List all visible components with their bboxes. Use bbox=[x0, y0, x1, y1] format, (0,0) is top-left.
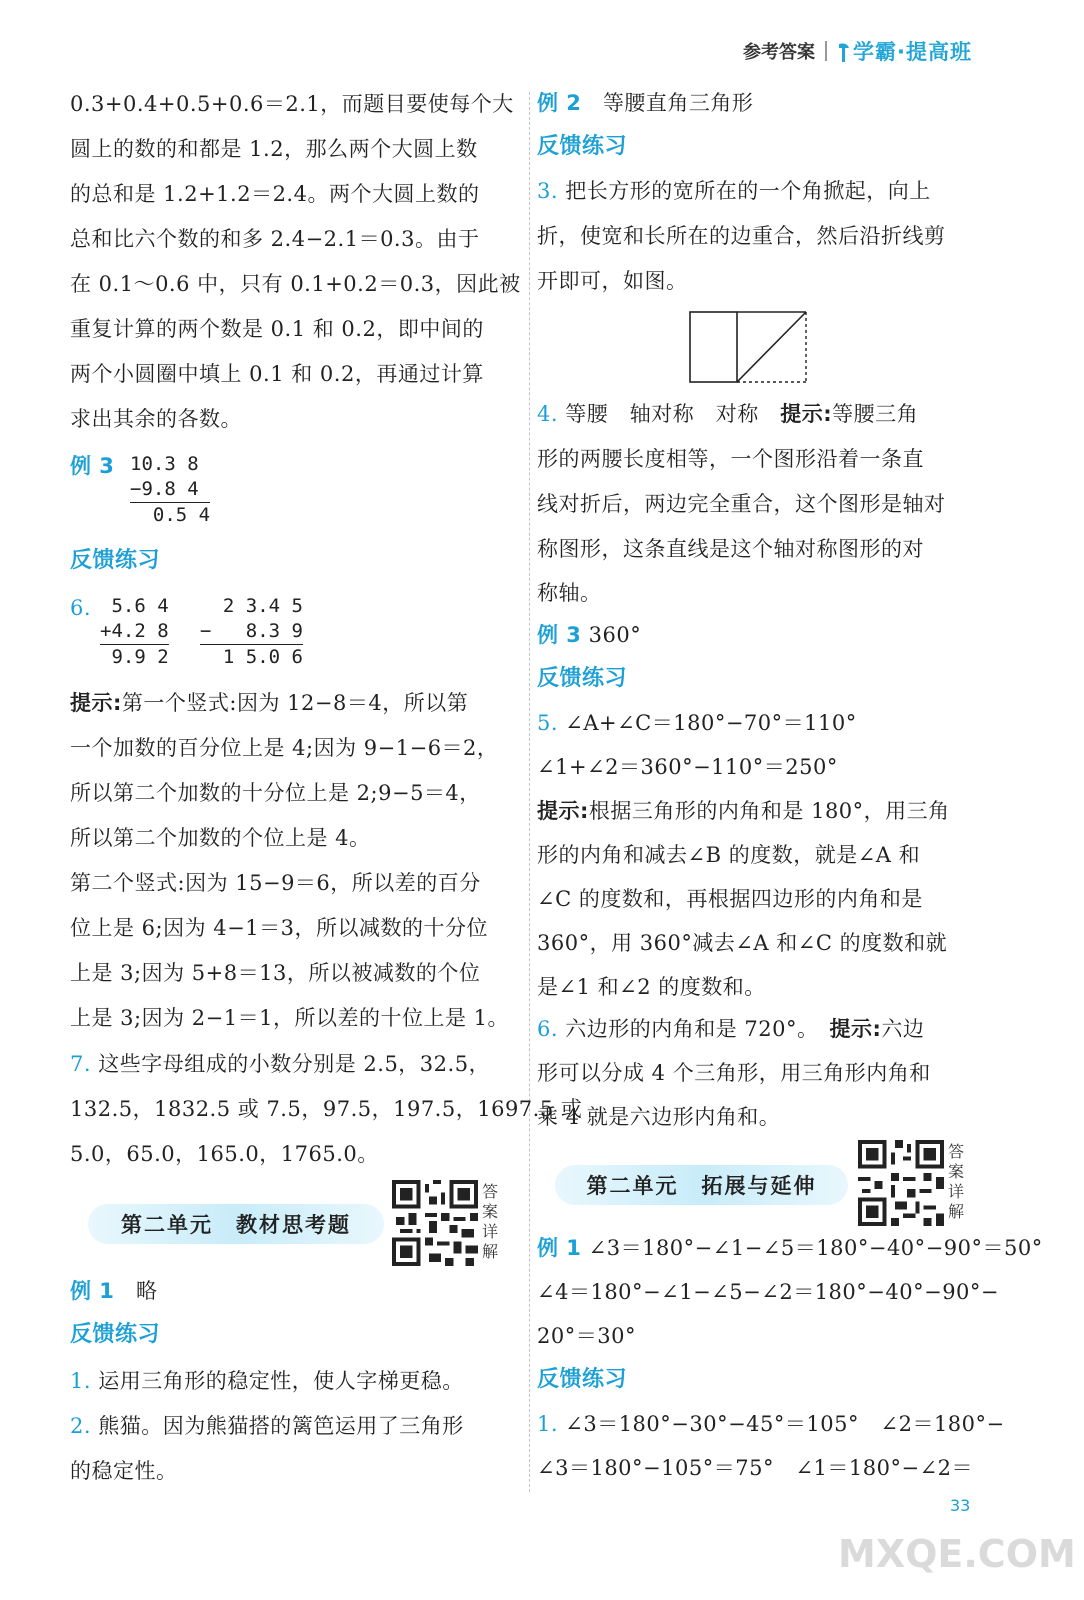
text-line: 上是 3;因为 2−1＝1，所以差的十位上是 1。 bbox=[70, 1006, 509, 1030]
text-line: 线对折后，两边完全重合，这个图形是轴对 bbox=[537, 492, 946, 516]
text-line: 求出其余的各数。 bbox=[70, 407, 242, 431]
text-line: 所以第二个加数的个位上是 4。 bbox=[70, 826, 371, 850]
calc-row: −9.8 4 bbox=[130, 477, 210, 503]
question-7 bbox=[70, 1049, 490, 1079]
hint-text: 第一个竖式:因为 12−8＝4，所以第 bbox=[121, 691, 469, 715]
question-number: 3. bbox=[537, 179, 559, 203]
feedback-heading: 反馈练习 bbox=[70, 548, 161, 573]
example-1-label: 例 1 bbox=[537, 1236, 582, 1260]
qr-code-icon bbox=[858, 1140, 944, 1226]
page-header bbox=[743, 36, 972, 66]
header-brand bbox=[837, 36, 972, 66]
text-line: ∠4＝180°−∠1−∠5−∠2＝180°−40°−90°− bbox=[537, 1280, 1000, 1304]
text-line: 形的内角和减去∠B 的度数，就是∠A 和 bbox=[537, 843, 921, 867]
text-line: 的稳定性。 bbox=[70, 1459, 178, 1483]
text-line: 5.0，65.0，165.0，1765.0。 bbox=[70, 1142, 379, 1166]
vertical-calc-q6a bbox=[100, 594, 169, 670]
example-1-label: 例 1 bbox=[70, 1279, 115, 1303]
qr-caption: 答案详解 bbox=[948, 1142, 965, 1221]
watermark: MXQE.COM bbox=[838, 1532, 1076, 1576]
answer-1 bbox=[70, 1366, 464, 1396]
text-line: 所以第二个加数的十分位上是 2;9−5＝4， bbox=[70, 781, 481, 805]
text-line: ∠3＝180°−105°＝75° ∠1＝180°−∠2＝ bbox=[537, 1456, 974, 1480]
answer-5 bbox=[537, 708, 857, 738]
answer-6 bbox=[537, 1014, 924, 1044]
question-number: 6. bbox=[537, 1017, 559, 1041]
header-ref-answer: 参考答案 bbox=[743, 42, 816, 63]
hint-label: 提示: bbox=[70, 691, 122, 715]
feedback-heading: 反馈练习 bbox=[537, 666, 628, 691]
folding-diagram bbox=[688, 310, 812, 386]
hint-label: 提示: bbox=[780, 402, 833, 426]
answer-b1 bbox=[537, 1409, 1005, 1439]
text-line: 开即可，如图。 bbox=[537, 269, 688, 293]
text-line: 是∠1 和∠2 的度数和。 bbox=[537, 975, 766, 999]
text: ∠A+∠C＝180°−70°＝110° bbox=[565, 711, 857, 735]
question-number: 5. bbox=[537, 711, 559, 735]
header-separator bbox=[825, 41, 827, 61]
example-1-row bbox=[537, 1233, 1043, 1263]
brand-logo-icon bbox=[837, 42, 851, 62]
text-line: 第二个竖式:因为 15−9＝6，所以差的百分 bbox=[70, 871, 481, 895]
text-line: 总和比六个数的和多 2.4−2.1＝0.3。由于 bbox=[70, 227, 480, 251]
page-number: 33 bbox=[950, 1496, 971, 1515]
text: 这些字母组成的小数分别是 2.5，32.5， bbox=[98, 1052, 491, 1076]
hint-line bbox=[70, 688, 468, 718]
text-line: ∠1+∠2＝360°−110°＝250° bbox=[537, 755, 838, 779]
text-line: 360°，用 360°减去∠A 和∠C 的度数和就 bbox=[537, 931, 948, 955]
section-banner: 第二单元 拓展与延伸 bbox=[555, 1165, 848, 1205]
text-line: 在 0.1～0.6 中，只有 0.1+0.2＝0.3，因此被 bbox=[70, 272, 521, 296]
feedback-heading: 反馈练习 bbox=[537, 134, 628, 159]
calc-row: 1 5.0 6 bbox=[200, 646, 303, 668]
text-line: 的总和是 1.2+1.2＝2.4。两个大圆上数的 bbox=[70, 182, 480, 206]
brand-text: 学霸·提高班 bbox=[853, 40, 972, 64]
answer-2 bbox=[70, 1411, 464, 1441]
answer-4 bbox=[537, 399, 918, 429]
question-number: 7. bbox=[70, 1052, 92, 1076]
answer-3 bbox=[537, 176, 931, 206]
vertical-calc-q6b bbox=[200, 594, 303, 670]
hint-line bbox=[537, 796, 950, 826]
text-line: 形的两腰长度相等，一个图形沿着一条直 bbox=[537, 447, 924, 471]
text: 根据三角形的内角和是 180°，用三角 bbox=[588, 799, 950, 823]
feedback-heading: 反馈练习 bbox=[70, 1322, 161, 1347]
text: 熊猫。因为熊猫搭的篱笆运用了三角形 bbox=[98, 1414, 464, 1438]
text: 等腰三角 bbox=[832, 402, 919, 426]
calc-row: 2 3.4 5 bbox=[200, 595, 303, 617]
section-banner: 第二单元 教材思考题 bbox=[88, 1204, 384, 1244]
calc-row: 10.3 8 bbox=[130, 453, 199, 475]
text-line: 132.5，1832.5 或 7.5，97.5，197.5，1697.5 或 bbox=[70, 1097, 583, 1121]
hint-label: 提示: bbox=[537, 799, 589, 823]
question-number: 1. bbox=[70, 1369, 92, 1393]
text-line: 一个加数的百分位上是 4;因为 9−1−6＝2， bbox=[70, 736, 499, 760]
example-1-text: 略 bbox=[135, 1279, 158, 1303]
text-line: 位上是 6;因为 4−1＝3，所以减数的十分位 bbox=[70, 916, 488, 940]
example-3-label: 例 3 bbox=[70, 454, 115, 478]
calc-row: +4.2 8 bbox=[100, 619, 169, 645]
text: ∠3＝180°−∠1−∠5＝180°−40°−90°＝50° bbox=[588, 1236, 1043, 1260]
feedback-heading: 反馈练习 bbox=[537, 1367, 628, 1392]
example-2-label: 例 2 bbox=[537, 91, 582, 115]
column-divider bbox=[529, 92, 530, 1492]
text: 六边 bbox=[881, 1017, 925, 1041]
text-line: 称轴。 bbox=[537, 581, 602, 605]
qr-caption: 答案详解 bbox=[482, 1182, 499, 1261]
calc-row: 0.5 4 bbox=[130, 504, 211, 526]
qr-code-icon bbox=[392, 1180, 478, 1266]
text-line: 形可以分成 4 个三角形，用三角形内角和 bbox=[537, 1061, 931, 1085]
question-number: 1. bbox=[537, 1412, 559, 1436]
example-2-text: 等腰直角三角形 bbox=[602, 91, 754, 115]
text-line: 乘 4 就是六边形内角和。 bbox=[537, 1105, 781, 1129]
calc-row: 5.6 4 bbox=[100, 595, 169, 617]
example-2-row bbox=[537, 88, 753, 118]
example-3-text: 360° bbox=[588, 623, 642, 647]
text-line: 0.3+0.4+0.5+0.6＝2.1，而题目要使每个大 bbox=[70, 92, 514, 116]
text: 把长方形的宽所在的一个角掀起，向上 bbox=[565, 179, 931, 203]
text-line: 重复计算的两个数是 0.1 和 0.2，即中间的 bbox=[70, 317, 484, 341]
calc-row: − 8.3 9 bbox=[200, 619, 303, 645]
hint-label: 提示: bbox=[829, 1017, 882, 1041]
text-line: 两个小圆圈中填上 0.1 和 0.2，再通过计算 bbox=[70, 362, 484, 386]
calc-row: 9.9 2 bbox=[100, 646, 169, 668]
text-line: 20°＝30° bbox=[537, 1324, 636, 1348]
text: 等腰 轴对称 对称 bbox=[565, 402, 781, 426]
text: 运用三角形的稳定性，使人字梯更稳。 bbox=[98, 1369, 464, 1393]
example-1-row bbox=[70, 1276, 157, 1306]
text-line: 称图形，这条直线是这个轴对称图形的对 bbox=[537, 537, 924, 561]
example-3-label: 例 3 bbox=[537, 623, 582, 647]
example-3-row bbox=[537, 620, 641, 650]
text-line: ∠C 的度数和，再根据四边形的内角和是 bbox=[537, 887, 923, 911]
text-line: 圆上的数的和都是 1.2，那么两个大圆上数 bbox=[70, 137, 478, 161]
text: ∠3＝180°−30°−45°＝105° ∠2＝180°− bbox=[565, 1412, 1005, 1436]
question-number: 6. bbox=[70, 596, 92, 620]
text-line: 折，使宽和长所在的边重合，然后沿折线剪 bbox=[537, 224, 946, 248]
text-line: 上是 3;因为 5+8＝13，所以被减数的个位 bbox=[70, 961, 481, 985]
vertical-calc-ex3 bbox=[130, 452, 210, 528]
question-number: 2. bbox=[70, 1414, 92, 1438]
question-number: 4. bbox=[537, 402, 559, 426]
text: 六边形的内角和是 720°。 bbox=[565, 1017, 808, 1041]
